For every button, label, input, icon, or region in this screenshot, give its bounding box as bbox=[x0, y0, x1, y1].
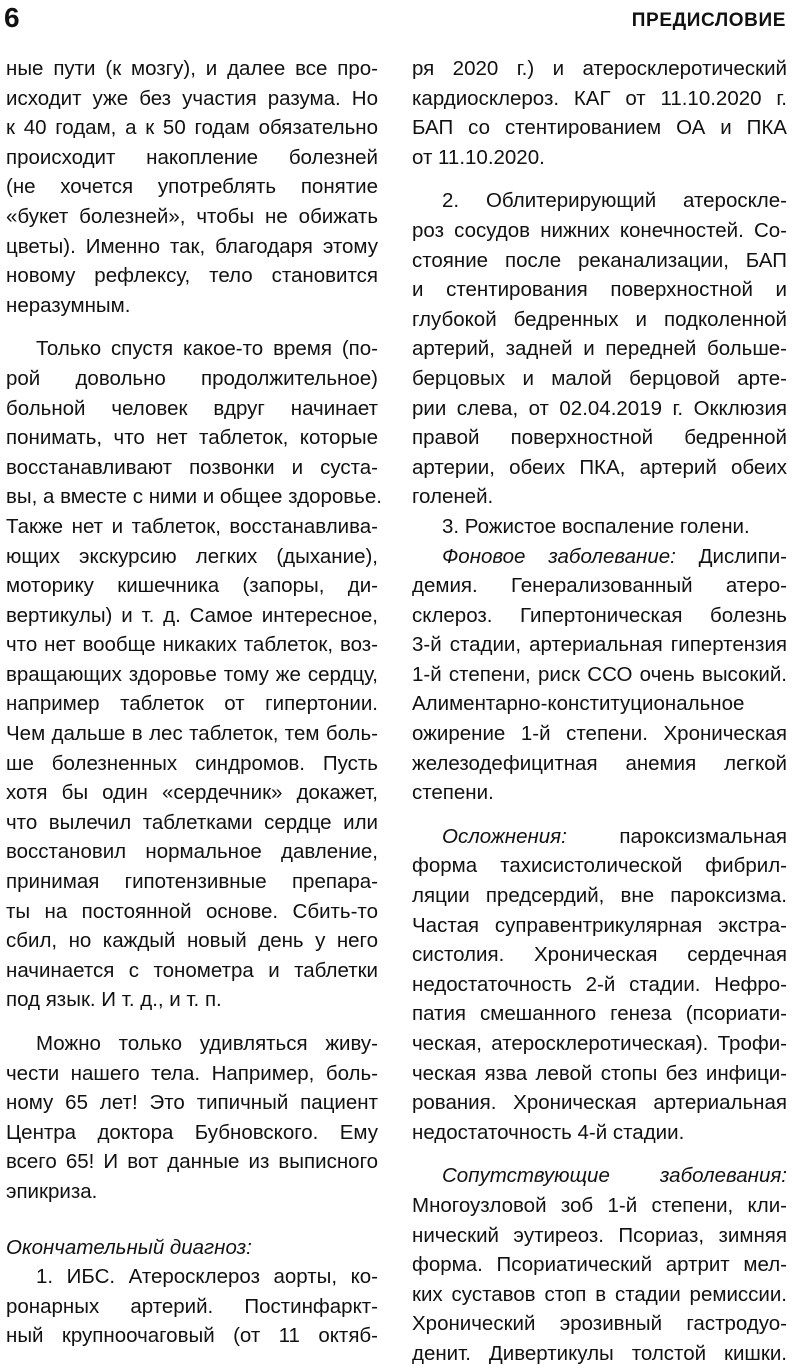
text-line: голеней. bbox=[412, 485, 494, 509]
text-line: неразумным. bbox=[6, 293, 131, 317]
text-line: рой довольно продолжительное) bbox=[6, 366, 378, 390]
text-line: новому рефлексу, тело становится bbox=[6, 264, 378, 288]
text-line: демия. Генерализованный атеро- bbox=[412, 574, 787, 598]
text-line: рии слева, от 02.04.2019 г. Окклюзия bbox=[412, 396, 787, 420]
text-line: склероз. Гипертоническая болезнь bbox=[412, 603, 787, 627]
text-line: ты на постоянной основе. Сбить-то bbox=[6, 899, 378, 923]
text-line: ный крупноочаговый (от 11 октяб- bbox=[6, 1324, 378, 1348]
text-line: артерии, обеих ПКА, артерий обеих bbox=[412, 455, 787, 479]
text-line: вращающих здоровье тому же сердцу, bbox=[6, 662, 378, 686]
text-line: происходит накопление болезней bbox=[6, 145, 378, 169]
page-number: 6 bbox=[4, 2, 20, 33]
text-line: ческая, атеросклеротическая). Трофи- bbox=[412, 1032, 787, 1055]
text-line: «букет болезней», чтобы не обижать bbox=[6, 204, 378, 228]
text-line: что вылечил таблетками сердце или bbox=[6, 810, 378, 834]
text-line: степени. bbox=[412, 781, 494, 805]
text-line: вертикулы) и т. д. Самое интересное, bbox=[6, 603, 378, 627]
text-line: от 11.10.2020. bbox=[412, 145, 545, 169]
diagnosis-heading: Окончательный диагноз: bbox=[6, 1235, 252, 1259]
text-line: сбил, но каждый новый день у него bbox=[6, 929, 378, 953]
text-line: ческая язва левой стопы без инфици- bbox=[412, 1061, 787, 1085]
running-title: ПРЕДИСЛОВИЕ bbox=[631, 10, 786, 31]
text-line: к 40 годам, а к 50 годам обязательно bbox=[6, 116, 378, 140]
text-line: правой поверхностной бедренной bbox=[412, 426, 787, 450]
text-line: начинается с тонометра и таблетки bbox=[6, 958, 378, 982]
text-line: ронарных артерий. Постинфаркт- bbox=[6, 1294, 378, 1318]
text-line: (не хочется употреблять понятие bbox=[6, 175, 378, 199]
text-line: Алиментарно-конституциональное bbox=[412, 692, 745, 716]
text-line: Также нет и таблеток, восстанавлива- bbox=[6, 514, 378, 538]
text-line: ких суставов стоп в стадии ремиссии. bbox=[412, 1282, 787, 1306]
text-line: Хронический эрозивный гастродуо- bbox=[412, 1312, 787, 1336]
text-line: форма. Псориатический артрит мел- bbox=[412, 1253, 787, 1277]
complications-text-start: пароксизмальная bbox=[619, 824, 787, 848]
text-line: эпикриза. bbox=[6, 1179, 98, 1203]
paragraph-diagnosis-1 bbox=[6, 1262, 378, 1351]
text-line: ные пути (к мозгу), и далее все про- bbox=[6, 57, 378, 80]
text-line: стояние после реканализации, БАП bbox=[412, 248, 787, 272]
text-line: принимая гипотензивные препара- bbox=[6, 870, 378, 894]
text-line: Только спустя какое-то время (по- bbox=[36, 337, 378, 361]
paragraph-pills bbox=[6, 334, 382, 1029]
text-line: больной человек вдруг начинает bbox=[6, 396, 378, 420]
text-line: роз сосудов нижних конечностей. Со- bbox=[412, 218, 787, 242]
text-line: Многоузловой зоб 1-й степени, кли- bbox=[412, 1193, 787, 1217]
text-line: Центра доктора Бубновского. Ему bbox=[6, 1120, 378, 1144]
text-line: форма тахисистолической фибрил- bbox=[412, 854, 787, 878]
text-line: рования. Хроническая артериальная bbox=[412, 1091, 787, 1115]
text-line: восстанавливают позвонки и суста- bbox=[6, 455, 378, 479]
text-line: недостаточность 2-й стадии. Нефро- bbox=[412, 972, 787, 996]
text-line: недостаточность 4-й стадии. bbox=[412, 1120, 685, 1144]
paragraph-diagnosis-3: 3. Рожистое воспаление голени. bbox=[442, 514, 750, 538]
text-line: кардиосклероз. КАГ от 11.10.2020 г. bbox=[412, 86, 787, 110]
page-header bbox=[0, 0, 792, 42]
text-line: 2. Облитерирующий атероскле- bbox=[442, 189, 787, 213]
paragraph-background-disease bbox=[412, 571, 787, 808]
text-line: ющих экскурсию легких (дыхание), bbox=[6, 544, 378, 568]
text-line: восстановил нормальное давление, bbox=[6, 840, 378, 864]
text-line: Частая суправентрикулярная экстра- bbox=[412, 913, 787, 937]
background-disease-first-line bbox=[412, 542, 787, 572]
text-line: артерий, задней и передней больше- bbox=[412, 337, 787, 361]
paragraph-diagnosis-2 bbox=[412, 186, 787, 512]
paragraph-vitality bbox=[6, 1029, 378, 1207]
paragraph-intro-continuation bbox=[6, 54, 378, 334]
text-line: ше болезненных синдромов. Пусть bbox=[6, 751, 378, 775]
text-line: Можно только удивляться живу- bbox=[36, 1032, 378, 1055]
text-line: 1. ИБС. Атеросклероз аорты, ко- bbox=[36, 1265, 378, 1289]
paragraph-diagnosis-1-continued bbox=[412, 54, 787, 186]
text-line: систолия. Хроническая сердечная bbox=[412, 943, 787, 967]
text-line: Чем дальше в лес таблеток, тем боль- bbox=[6, 722, 378, 746]
text-line: например таблеток от гипертонии. bbox=[6, 692, 378, 716]
concomitant-label-line bbox=[412, 1161, 787, 1191]
concomitant-label-1: Сопутствующие bbox=[442, 1164, 610, 1188]
text-line: БАП со стентированием ОА и ПКА bbox=[412, 116, 787, 140]
background-disease-text-start: Дислипи- bbox=[675, 544, 787, 568]
text-line: чести нашего тела. Например, боль- bbox=[6, 1061, 378, 1085]
text-line: исходит уже без участия разума. Но bbox=[6, 86, 378, 110]
text-line: хотя бы один «сердечник» докажет, bbox=[6, 781, 378, 805]
text-line: моторику кишечника (запоры, ди- bbox=[6, 574, 378, 598]
text-line: ря 2020 г.) и атеросклеротический bbox=[412, 57, 787, 80]
concomitant-label-2: заболевания: bbox=[659, 1164, 787, 1188]
text-line: берцовых и малой берцовой арте- bbox=[412, 366, 787, 390]
text-line: вы, а вместе с ними и общее здоровье. bbox=[6, 485, 382, 509]
text-line: всего 65! И вот данные из выписного bbox=[6, 1150, 378, 1174]
complications-first-line bbox=[412, 822, 787, 852]
text-line: ному 65 лет! Это типичный пациент bbox=[6, 1091, 378, 1115]
text-line: ожирение 1-й степени. Хроническая bbox=[412, 722, 787, 746]
background-disease-label: Фоновое заболевание: bbox=[442, 544, 676, 568]
paragraph-complications bbox=[412, 851, 787, 1147]
text-line: под язык. И т. д., и т. п. bbox=[6, 988, 222, 1012]
text-line: 3-й стадии, артериальная гипертензия bbox=[412, 633, 787, 657]
text-line: что нет вообще никаких таблеток, воз- bbox=[6, 633, 378, 657]
text-line: железодефицитная анемия легкой bbox=[412, 751, 787, 775]
text-line: ляции предсердий, вне пароксизма. bbox=[412, 884, 787, 908]
text-line: патия смешанного генеза (псориати- bbox=[412, 1002, 787, 1026]
left-column bbox=[6, 54, 382, 1351]
complications-label: Осложнения: bbox=[442, 824, 567, 848]
text-line: цветы). Именно так, благодаря этому bbox=[6, 234, 378, 258]
text-line: понимать, что нет таблеток, которые bbox=[6, 426, 378, 450]
right-column bbox=[412, 54, 787, 1369]
text-line: 1-й степени, риск ССО очень высокий. bbox=[412, 662, 787, 686]
text-line: нический эутиреоз. Псориаз, зимняя bbox=[412, 1223, 787, 1247]
paragraph-concomitant bbox=[412, 1191, 787, 1369]
text-line: денит. Дивертикулы толстой кишки. bbox=[412, 1341, 787, 1365]
text-line: и стентирования поверхностной и bbox=[412, 278, 787, 302]
text-line: глубокой бедренных и подколенной bbox=[412, 307, 787, 331]
